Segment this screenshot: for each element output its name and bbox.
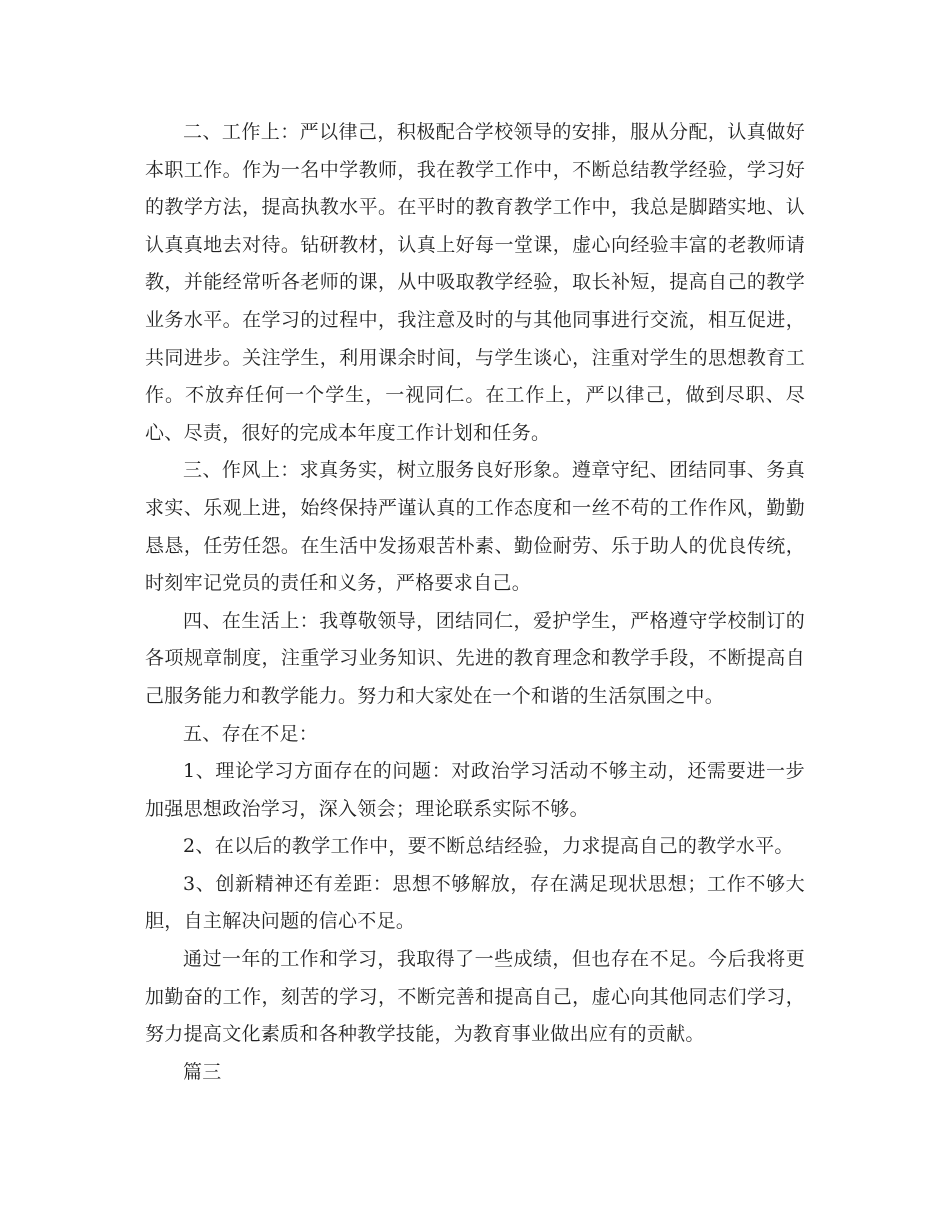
section-heading-part-three: 篇三 bbox=[183, 1060, 222, 1083]
paragraph-shortcoming-3: 3、创新精神还有差距：思想不够解放，存在满足现状思想；工作不够大胆，自主解决问题的信心不足。 bbox=[145, 872, 805, 933]
paragraph-life: 四、在生活上：我尊敬领导，团结同仁，爱护学生，严格遵守学校制订的各项规章制度，注重学习业务知识、先进的教育理念和教学手段，不断提高自己服务能力和教学能力。努力和大家处在一个和谐的生活氛围之中。 bbox=[145, 609, 805, 707]
paragraph-conclusion: 通过一年的工作和学习，我取得了一些成绩，但也存在不足。今后我将更加勤奋的工作，刻苦的学习，不断完善和提高自己，虚心向其他同志们学习，努力提高文化素质和各种教学技能，为教育事业做出应有的贡献。 bbox=[145, 948, 805, 1046]
paragraph-shortcomings-heading: 五、存在不足： bbox=[183, 722, 319, 745]
paragraph-shortcoming-2: 2、在以后的教学工作中，要不断总结经验，力求提高自己的教学水平。 bbox=[183, 835, 794, 858]
paragraph-work: 二、工作上：严以律己，积极配合学校领导的安排，服从分配，认真做好本职工作。作为一名中学教师，我在教学工作中，不断总结教学经验，学习好的教学方法，提高执教水平。在平时的教育教学工作中，我总是脚踏实地、认认真真地去对待。钻研教材，认真上好每一堂课，虚心向经验丰富的老教师请教，并能经常听各老师的课，从中吸取教学经验，取长补短，提高自己的教学业务水平。在学习的过程中，我注意及时的与其他同事进行交流，相互促进，共同进步。关注学生，利用课余时间，与学生谈心，注重对学生的思想教育工作。不放弃任何一个学生，一视同仁。在工作上，严以律己，做到尽职、尽心、尽责，很好的完成本年度工作计划和任务。 bbox=[145, 121, 805, 444]
paragraph-style: 三、作风上：求真务实，树立服务良好形象。遵章守纪、团结同事、务真求实、乐观上进，始终保持严谨认真的工作态度和一丝不苟的工作作风，勤勤恳恳，任劳任怨。在生活中发扬艰苦朴素、勤俭耐劳、乐于助人的优良传统，时刻牢记党员的责任和义务，严格要求自己。 bbox=[145, 459, 805, 595]
paragraph-shortcoming-1: 1、理论学习方面存在的问题：对政治学习活动不够主动，还需要进一步加强思想政治学习，深入领会；理论联系实际不够。 bbox=[145, 760, 805, 820]
document-body bbox=[145, 114, 805, 1091]
